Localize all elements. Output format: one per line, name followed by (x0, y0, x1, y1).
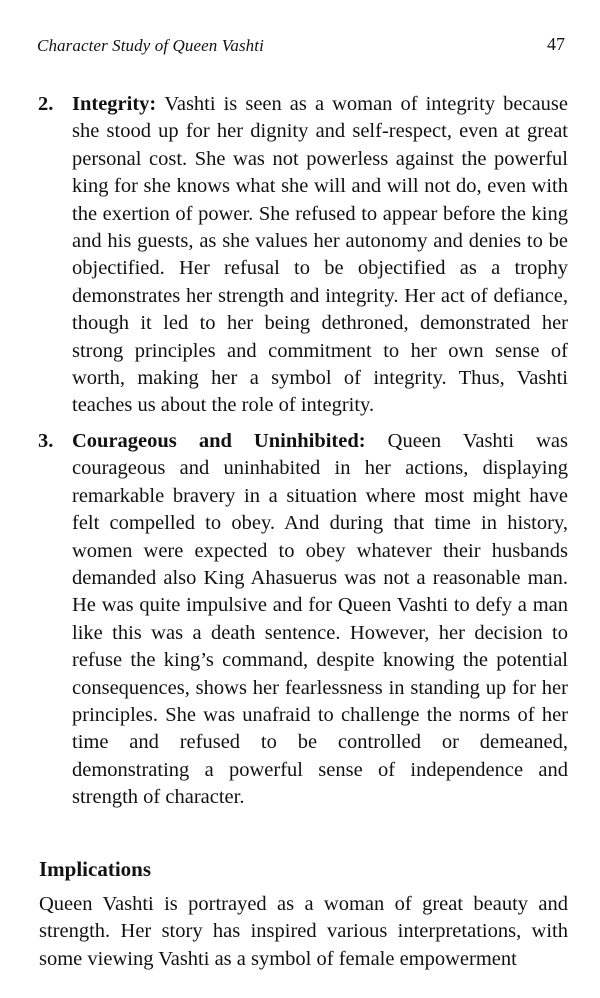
page-number: 47 (547, 34, 565, 54)
list-item-courageous (38, 428, 568, 812)
list-item-number: 2. (38, 93, 54, 115)
list-item-heading: Integrity: (72, 93, 165, 115)
list-item-heading: Courageous and Uninhibited: (72, 429, 388, 452)
section-paragraph: Queen Vashti is portrayed as a woman of great beauty and strength. Her story has inspired various interpretations, with some viewing Vashti as a symbol of female empowerment (39, 893, 568, 970)
list-item-text: Queen Vashti was courageous and uninhabited in her actions, displaying remarkable bravery in a situation where most might have felt compelled to obey. And during that time in history, women were expected to obey whatever their husbands demanded also King Ahasuerus was not a reasonable man. He was quite impulsive and for Queen Vashti to defy a man like this was a death sentence. However, her decision to refuse the king’s command, despite knowing the potential consequences, shows her fearlessness in standing up for her principles. She was unafraid to challenge the norms of her time and refused to be controlled or demeaned, demonstrating a powerful sense of independence and strength of character. (72, 429, 569, 809)
list-item-integrity (38, 91, 568, 420)
running-title: Character Study of Queen Vashti (37, 36, 264, 55)
list-item-number: 3. (38, 429, 54, 452)
numbered-list (38, 91, 568, 812)
list-item-text: Vashti is seen as a woman of integrity because she stood up for her dignity and self-respect, even at great personal cost. She was not powerless against the powerful king for she knows what she will and will not do, even with the exertion of power. She refused to appear before the king and his guests, as she values her autonomy and denies to be objectified. Her refusal to be objectified as a trophy demonstrates her strength and integrity. Her act of defiance, though it led to her being dethroned, demonstrated her strong principles and commitment to her own sense of worth, making her a symbol of integrity. Thus, Vashti teaches us about the role of integrity. (72, 93, 568, 417)
section-heading: Implications (39, 857, 152, 881)
